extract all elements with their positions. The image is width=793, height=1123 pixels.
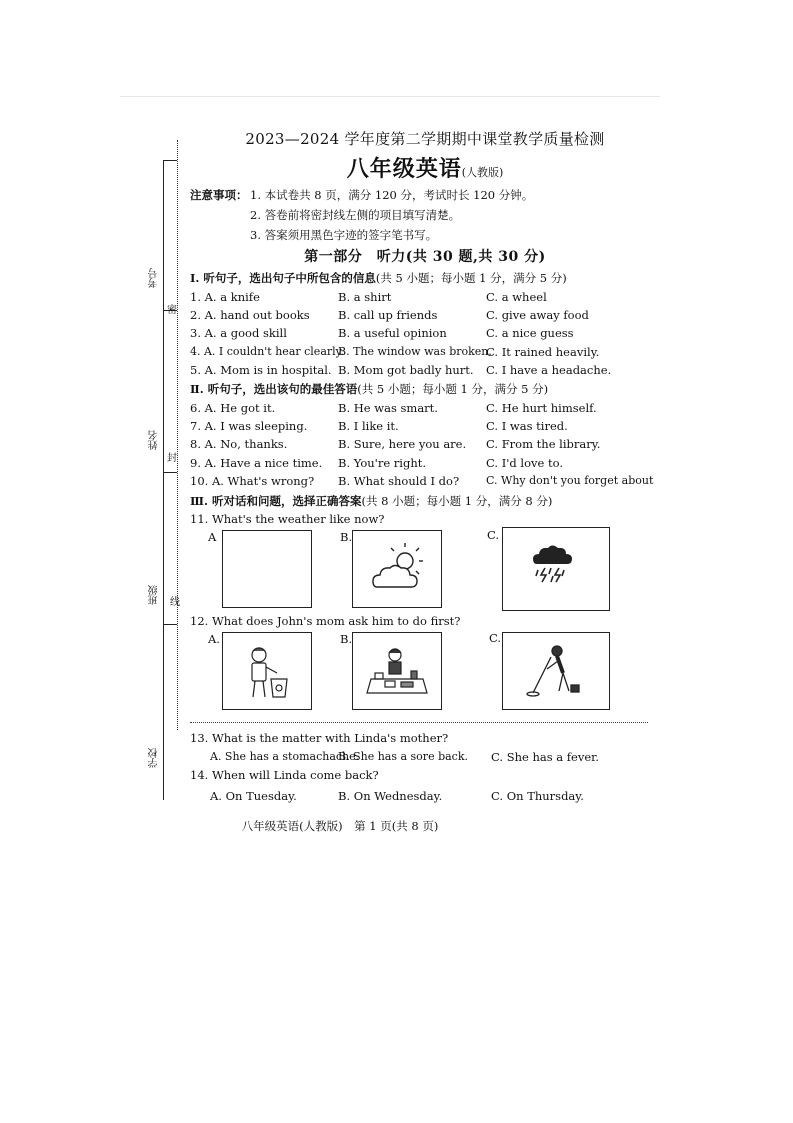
seal-dotted-line xyxy=(177,140,178,730)
option-c: C. I'd love to. xyxy=(486,456,563,470)
name-label: 姓名 xyxy=(149,430,160,450)
option-c: C. I was tired. xyxy=(486,419,568,433)
option-b: B. He was smart. xyxy=(338,401,438,415)
option-b: B. a useful opinion xyxy=(338,326,447,340)
option-a: A. On Tuesday. xyxy=(210,789,297,803)
binding-tick xyxy=(163,472,177,473)
option-c: C. From the library. xyxy=(486,437,601,451)
option-c: C. On Thursday. xyxy=(491,789,584,803)
question-stem: 12. What does John's mom ask him to do first? xyxy=(190,614,461,628)
option-c: C. a nice guess xyxy=(486,326,574,340)
option-b: B. call up friends xyxy=(338,308,438,322)
picture-label: C. xyxy=(487,528,500,542)
option-a: 7. A. I was sleeping. xyxy=(190,419,308,433)
seal-char-xian: 线 xyxy=(170,597,180,608)
section-title: Ⅰ. 听句子，选出句子中所包含的信息(共 5 小题；每小题 1 分，满分 5 分) xyxy=(190,271,567,285)
picture-a-recycling xyxy=(222,632,312,710)
picture-label: A xyxy=(208,530,217,544)
option-c: C. It rained heavily. xyxy=(486,345,600,359)
option-b: B. I like it. xyxy=(338,419,399,433)
binding-tick xyxy=(163,624,177,625)
option-a: 4. A. I couldn't hear clearly. xyxy=(190,345,344,358)
seal-char-feng: 封 xyxy=(167,453,177,464)
school-label: 学校 xyxy=(149,748,160,768)
picture-a-blank xyxy=(222,530,312,608)
picture-label: C. xyxy=(489,631,502,645)
section-title: Ⅲ. 听对话和问题，选择正确答案(共 8 小题；每小题 1 分，满分 8 分) xyxy=(190,494,553,508)
notice-item-1: 1. 本试卷共 8 页，满分 120 分，考试时长 120 分钟。 xyxy=(250,188,534,202)
exam-header: 2023—2024 学年度第二学期期中课堂教学质量检测 xyxy=(245,130,605,148)
page-footer: 八年级英语(人教版) 第 1 页(共 8 页) xyxy=(241,819,439,833)
class-label: 班级 xyxy=(149,585,160,605)
picture-label: B. xyxy=(340,632,353,646)
question-stem: 13. What is the matter with Linda's mother? xyxy=(190,731,449,745)
top-rule xyxy=(120,96,660,97)
option-c: C. He hurt himself. xyxy=(486,401,597,415)
edition-label: (人教版) xyxy=(461,166,504,179)
option-a: 10. A. What's wrong? xyxy=(190,474,315,488)
option-c: C. Why don't you forget about xyxy=(486,474,654,487)
option-b: B. She has a sore back. xyxy=(338,750,468,763)
option-a: 9. A. Have a nice time. xyxy=(190,456,323,470)
option-b: B. You're right. xyxy=(338,456,427,470)
boy-at-desk-icon xyxy=(353,633,441,709)
exam-number-label: 考号 xyxy=(149,268,160,288)
exam-title xyxy=(190,152,660,183)
storm-cloud-icon xyxy=(503,528,609,610)
option-a: 2. A. hand out books xyxy=(190,308,310,322)
binding-tick xyxy=(163,160,177,161)
part-one-title: 第一部分 听力(共 30 题,共 30 分) xyxy=(304,249,546,265)
option-a: A. She has a stomachache. xyxy=(210,750,360,763)
option-b: B. Mom got badly hurt. xyxy=(338,363,474,377)
option-a: 8. A. No, thanks. xyxy=(190,437,288,451)
picture-b-cloudy xyxy=(352,530,442,608)
option-c: C. I have a headache. xyxy=(486,363,612,377)
notice-item-3: 3. 答案须用黑色字迹的签字笔书写。 xyxy=(250,228,438,242)
picture-c-thunderstorm xyxy=(502,527,610,611)
option-b: B. What should I do? xyxy=(338,474,460,488)
option-c: C. give away food xyxy=(486,308,589,322)
picture-label: B. xyxy=(340,530,353,544)
sun-cloud-icon xyxy=(353,531,441,607)
question-stem: 14. When will Linda come back? xyxy=(190,768,379,782)
option-a: 1. A. a knife xyxy=(190,290,260,304)
seal-char-mi: 密 xyxy=(167,305,177,316)
option-a: 6. A. He got it. xyxy=(190,401,276,415)
notice-item-2: 2. 答卷前将密封线左侧的项目填写清楚。 xyxy=(250,208,461,222)
section-title: Ⅱ. 听句子，选出该句的最佳答语(共 5 小题；每小题 1 分，满分 5 分) xyxy=(190,382,549,396)
boy-recycling-icon xyxy=(223,633,311,709)
picture-b-tidying-desk xyxy=(352,632,442,710)
option-b: B. a shirt xyxy=(338,290,392,304)
notice-label: 注意事项： xyxy=(190,188,248,202)
picture-label: A. xyxy=(208,632,220,646)
option-c: C. a wheel xyxy=(486,290,547,304)
option-a: 5. A. Mom is in hospital. xyxy=(190,363,332,377)
option-b: B. On Wednesday. xyxy=(338,789,443,803)
question-stem: 11. What's the weather like now? xyxy=(190,512,385,526)
option-c: C. She has a fever. xyxy=(491,750,600,764)
seal-dotted-hline xyxy=(190,722,648,723)
binding-line xyxy=(163,160,164,800)
picture-c-mopping xyxy=(502,632,610,710)
exam-title-text: 八年级英语 xyxy=(346,156,462,182)
option-b: B. Sure, here you are. xyxy=(338,437,467,451)
person-mopping-icon xyxy=(503,633,609,709)
option-b: B. The window was broken. xyxy=(338,345,492,358)
option-a: 3. A. a good skill xyxy=(190,326,287,340)
